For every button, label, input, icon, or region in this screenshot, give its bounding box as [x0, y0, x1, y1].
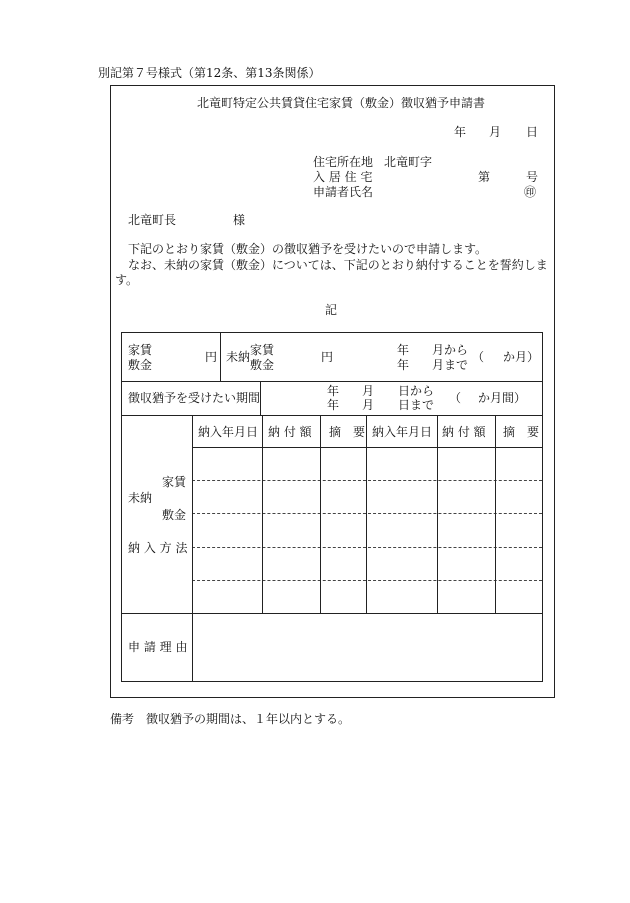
deposit-label: 敷金 — [128, 358, 153, 372]
col-divider — [192, 415, 193, 681]
body-line-2: なお、未納の家賃（敷金）については、下記のとおり納付することを誓約しま — [128, 258, 548, 272]
number-suffix: 号 — [526, 170, 539, 184]
from-month: 月から — [432, 343, 469, 357]
date-year: 年 — [454, 125, 467, 139]
period-from-month: 月 — [362, 384, 375, 398]
period-from-year: 年 — [327, 384, 340, 398]
form-number-note: 別記第７号様式（第12条、第13条関係） — [98, 66, 321, 80]
col-header-remarks: 摘 要 — [503, 425, 540, 439]
dashed-rule — [192, 580, 542, 581]
remarks-note: 備考 徴収猶予の期間は、１年以内とする。 — [110, 712, 351, 726]
col-header-amount: 納 付 額 — [442, 425, 486, 439]
payment-unpaid-label: 未納 — [128, 491, 153, 505]
col-divider — [260, 381, 261, 415]
date-day: 日 — [526, 125, 539, 139]
seal-mark: ㊞ — [524, 185, 537, 199]
applicant-name-label: 申請者氏名 — [313, 185, 374, 199]
dashed-rule — [192, 547, 542, 548]
unpaid-label: 未納 — [226, 350, 251, 364]
address-label: 住宅所在地 — [313, 155, 374, 169]
form-title: 北竜町特定公共賃貸住宅家賃（敷金）徴収猶予申請書 — [197, 96, 486, 110]
paren-open: （ — [449, 391, 462, 405]
until-year: 年 — [397, 358, 410, 372]
ki-heading: 記 — [325, 303, 338, 317]
row-divider — [122, 381, 542, 382]
body-line-2-cont: す。 — [115, 273, 139, 287]
col-header-date: 納入年月日 — [372, 425, 433, 439]
payment-rent-label: 家賃 — [162, 475, 187, 489]
payment-method-label: 納 入 方 法 — [128, 541, 188, 555]
date-month: 月 — [489, 125, 502, 139]
paren-open: （ — [472, 350, 485, 364]
col-header-date: 納入年月日 — [198, 425, 259, 439]
period-label: 徴収猶予を受けたい期間 — [128, 391, 261, 405]
number-prefix: 第 — [478, 170, 491, 184]
col-header-remarks: 摘 要 — [329, 425, 366, 439]
yen-unit: 円 — [205, 350, 218, 364]
dashed-rule — [192, 480, 542, 481]
body-line-1: 下記のとおり家賃（敷金）の徴収猶予を受けたいので申請します。 — [128, 242, 488, 256]
residence-label: 入 居 住 宅 — [313, 170, 373, 184]
yen-unit: 円 — [321, 350, 334, 364]
period-months: か月間） — [478, 391, 527, 405]
rent-label: 家賃 — [128, 343, 153, 357]
col-divider — [320, 415, 321, 613]
period-until-day: 日まで — [398, 398, 435, 412]
row-divider — [122, 613, 542, 614]
col-divider — [366, 415, 367, 613]
row-divider — [122, 415, 542, 416]
unpaid-rent-label: 家賃 — [250, 343, 275, 357]
addressee-honorific: 様 — [233, 213, 246, 227]
reason-label: 申 請 理 由 — [128, 640, 188, 654]
months-count: か月） — [503, 350, 540, 364]
col-divider — [220, 333, 221, 381]
until-month: 月まで — [432, 358, 469, 372]
col-divider — [262, 415, 263, 613]
period-until-month: 月 — [362, 398, 375, 412]
row-divider — [192, 447, 542, 448]
period-from-day: 日から — [398, 384, 435, 398]
col-header-amount: 納 付 額 — [268, 425, 312, 439]
period-until-year: 年 — [327, 398, 340, 412]
application-table — [121, 332, 543, 682]
col-divider — [437, 415, 438, 613]
addressee: 北竜町長 — [128, 213, 177, 227]
address-value: 北竜町字 — [384, 155, 433, 169]
from-year: 年 — [397, 343, 410, 357]
unpaid-deposit-label: 敷金 — [250, 358, 275, 372]
col-divider — [495, 415, 496, 613]
payment-deposit-label: 敷金 — [162, 508, 187, 522]
dashed-rule — [192, 513, 542, 514]
